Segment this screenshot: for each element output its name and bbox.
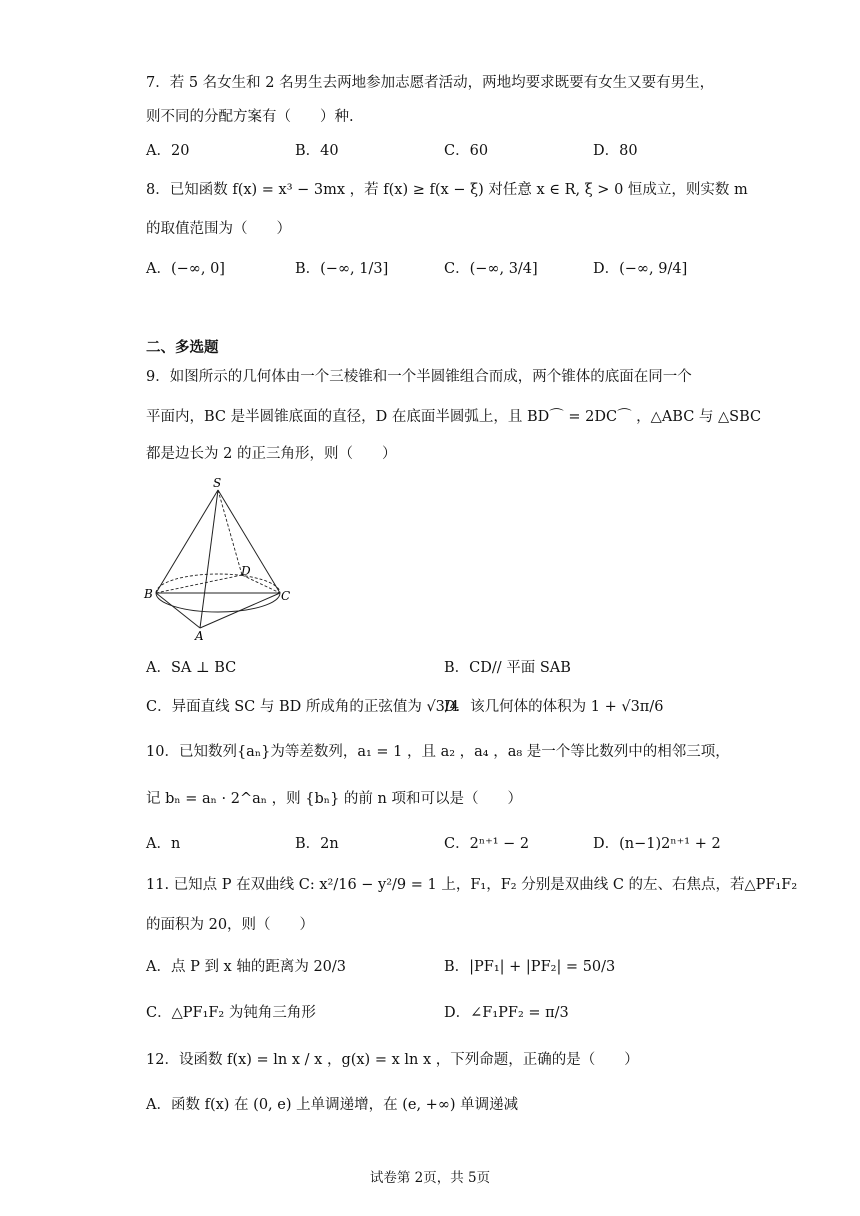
figure-ellipse-front (156, 593, 280, 612)
q7-option-d: D．80 (593, 143, 638, 159)
q7-stem-line2: 则不同的分配方案有（ ）种. (146, 109, 354, 125)
figure-label-a: A (195, 629, 204, 643)
figure-edge-sa (200, 490, 218, 628)
q9-stem-line1: 9．如图所示的几何体由一个三棱锥和一个半圆锥组合而成，两个锥体的底面在同一个 (146, 369, 692, 385)
q7-option-a: A．20 (146, 143, 190, 159)
q9-stem-line3: 都是边长为 2 的正三角形，则（ ） (146, 446, 397, 462)
q11-option-c: C．△PF₁F₂ 为钝角三角形 (146, 1005, 316, 1021)
q9-option-a: A．SA ⊥ BC (146, 660, 237, 676)
q9-option-d: D．该几何体的体积为 1 + √3π/6 (444, 699, 664, 715)
q10-option-d: D．(n−1)2ⁿ⁺¹ + 2 (593, 836, 721, 852)
q11-option-a: A．点 P 到 x 轴的距离为 20/3 (146, 959, 347, 975)
q8-stem-line2: 的取值范围为（ ） (146, 221, 291, 237)
q9-option-b: B．CD// 平面 SAB (444, 660, 571, 676)
q9-option-c: C．异面直线 SC 与 BD 所成角的正弦值为 √3/4 (146, 699, 460, 715)
figure-edge-bd (156, 575, 242, 593)
q9-stem-line2: 平面内，BC 是半圆锥底面的直径，D 在底面半圆弧上，且 BD⌒ = 2DC⌒ ，△ABC 与 △SBC (146, 409, 762, 425)
page-footer: 试卷第 2页，共 5页 (369, 1170, 491, 1186)
figure-edge-sd (218, 490, 242, 575)
figure-label-c: C (281, 589, 291, 603)
q8-option-c: C．(−∞, 3/4] (444, 261, 538, 277)
q10-option-c: C．2ⁿ⁺¹ − 2 (444, 836, 530, 852)
figure-label-s: S (213, 478, 222, 490)
q9-figure (140, 478, 300, 643)
q12-option-a: A．函数 f(x) 在 (0, e) 上单调递增，在 (e, +∞) 单调递减 (146, 1097, 519, 1113)
q8-stem-line1: 8．已知函数 f(x) = x³ − 3mx ，若 f(x) ≥ f(x − ξ) 对任意 x ∈ R, ξ > 0 恒成立，则实数 m (146, 182, 748, 198)
section-title: 二、多选题 (146, 339, 219, 356)
q8-option-a: A．(−∞, 0] (146, 261, 225, 277)
q10-option-a: A．n (146, 836, 181, 852)
figure-edge-sb (156, 490, 218, 593)
q8-option-b: B．(−∞, 1/3] (295, 261, 389, 277)
q10-stem-line2: 记 bₙ = aₙ · 2^aₙ ，则 {bₙ} 的前 n 项和可以是（ ） (146, 791, 522, 807)
q10-option-b: B．2n (295, 836, 339, 852)
q7-stem-line1: 7．若 5 名女生和 2 名男生去两地参加志愿者活动，两地均要求既要有女生又要有男生， (146, 75, 715, 91)
q11-stem-line2: 的面积为 20，则（ ） (146, 917, 315, 933)
q11-stem-line1: 11. 已知点 P 在双曲线 C: x²/16 − y²/9 = 1 上，F₁，F₂ 分别是双曲线 C 的左、右焦点，若△PF₁F₂ (146, 877, 798, 893)
figure-edge-ca (200, 593, 280, 628)
figure-label-d: D (241, 564, 251, 578)
q7-option-c: C．60 (444, 143, 489, 159)
q7-option-b: B．40 (295, 143, 339, 159)
q11-option-b: B．|PF₁| + |PF₂| = 50/3 (444, 959, 616, 975)
q8-option-d: D．(−∞, 9/4] (593, 261, 688, 277)
q10-stem-line1: 10．已知数列{aₙ}为等差数列，a₁ = 1 ，且 a₂ ，a₄ ，a₈ 是一个等比数列中的相邻三项， (146, 744, 730, 760)
q12-stem-line1: 12．设函数 f(x) = ln x / x ，g(x) = x ln x ，下列命题，正确的是（ ） (146, 1052, 639, 1068)
q11-option-d: D．∠F₁PF₂ = π/3 (444, 1005, 569, 1021)
figure-ellipse-back (156, 574, 280, 593)
figure-label-b: B (144, 587, 153, 601)
